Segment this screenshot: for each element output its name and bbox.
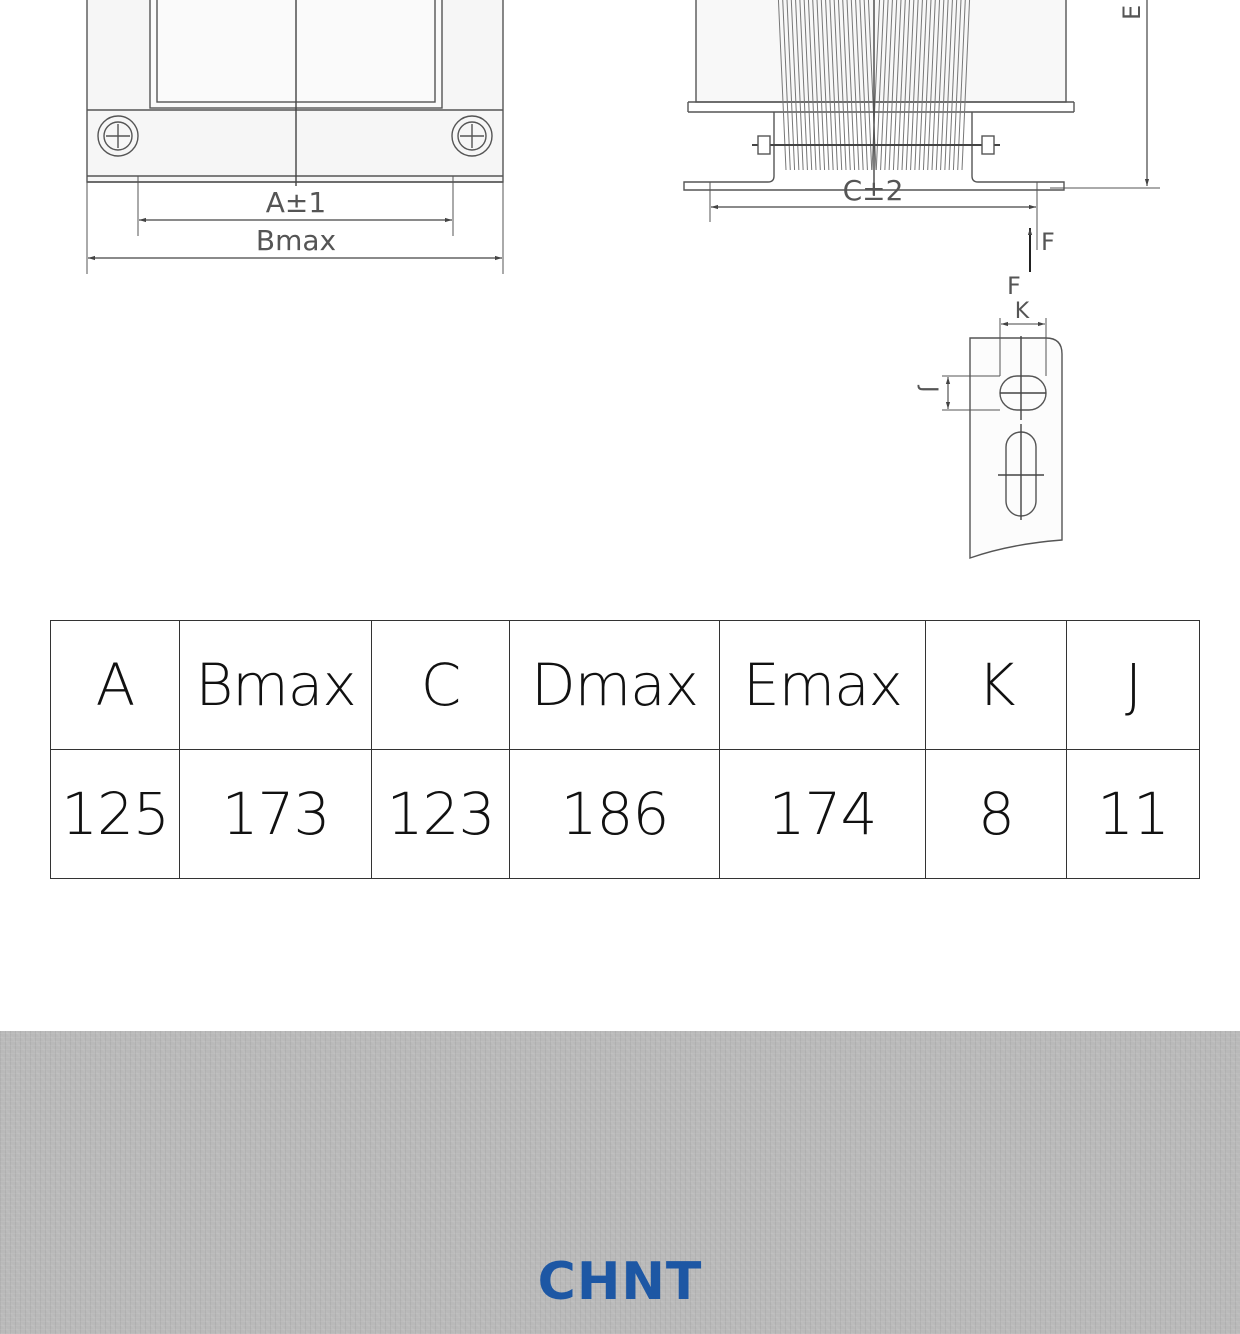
view-marker-label: F <box>1041 228 1055 256</box>
header-cell-bmax: Bmax <box>180 621 372 750</box>
dim-a-label: A±1 <box>265 186 327 219</box>
header-cell-a: A <box>51 621 180 750</box>
mount-hole-left <box>98 116 138 156</box>
detail-view <box>942 318 1062 558</box>
dim-b-label: Bmax <box>255 224 337 257</box>
header-cell-dmax: Dmax <box>510 621 720 750</box>
dimension-table <box>50 620 1200 879</box>
brand-logo <box>0 1252 1240 1312</box>
mount-hole-right <box>452 116 492 156</box>
dim-e-partial-label: E <box>1118 4 1146 20</box>
value-cell-c: 123 <box>372 750 510 879</box>
value-cell-dmax: 186 <box>510 750 720 879</box>
dim-j-label: J <box>916 386 941 393</box>
value-cell-k: 8 <box>926 750 1067 879</box>
dim-k-label: K <box>1014 299 1030 324</box>
value-cell-emax: 174 <box>720 750 926 879</box>
side-coil <box>696 0 1066 102</box>
logo-text: CHNT <box>537 1252 703 1312</box>
side-view <box>684 0 1160 272</box>
value-cell-j: 11 <box>1067 750 1200 879</box>
value-cell-a: 125 <box>51 750 180 879</box>
header-cell-j: J <box>1067 621 1200 750</box>
dim-c-label: C±2 <box>842 174 904 207</box>
value-cell-bmax: 173 <box>180 750 372 879</box>
header-cell-k: K <box>926 621 1067 750</box>
header-cell-c: C <box>372 621 510 750</box>
table-header-row <box>51 621 1200 750</box>
table-value-row <box>51 750 1200 879</box>
detail-view-label: F <box>1007 272 1021 300</box>
technical-drawing <box>0 0 1240 600</box>
detail-plate <box>970 338 1062 558</box>
header-cell-emax: Emax <box>720 621 926 750</box>
